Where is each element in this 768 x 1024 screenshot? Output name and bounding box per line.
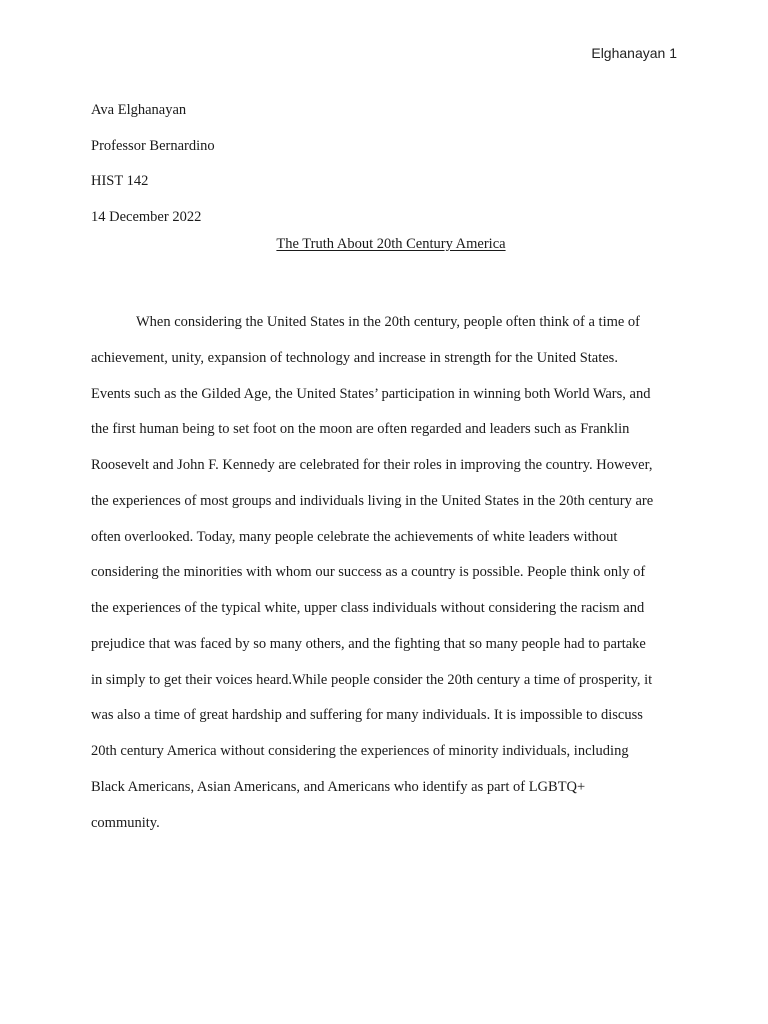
body-line: in simply to get their voices heard.While people consider the 20th century a time of prosperity, it <box>91 671 653 688</box>
body-line: considering the minorities with whom our success as a country is possible. People think only of <box>91 564 646 581</box>
running-header: Elghanayan 1 <box>591 45 677 61</box>
body-line: the experiences of most groups and individuals living in the United States in the 20th century are <box>91 492 654 509</box>
body-line: often overlooked. Today, many people celebrate the achievements of white leaders without <box>91 528 618 545</box>
body-line: Roosevelt and John F. Kennedy are celebrated for their roles in improving the country. However, <box>91 457 653 473</box>
student-name: Ava Elghanayan <box>91 102 187 118</box>
essay-date: 14 December 2022 <box>91 208 202 225</box>
body-line: was also a time of great hardship and suffering for many individuals. It is impossible to discuss <box>91 707 643 724</box>
body-line: achievement, unity, expansion of technology and increase in strength for the United States. <box>91 349 618 366</box>
essay-body <box>91 305 691 841</box>
body-line: the experiences of the typical white, upper class individuals without considering the racism and <box>91 600 645 616</box>
body-line: 20th century America without considering the experiences of minority individuals, including <box>91 743 629 759</box>
body-line: Events such as the Gilded Age, the United States’ participation in winning both World Wars, and <box>91 385 651 402</box>
body-line: When considering the United States in the 20th century, people often think of a time of <box>136 314 641 330</box>
course-code: HIST 142 <box>91 173 149 189</box>
professor-name: Professor Bernardino <box>91 137 215 154</box>
body-line: Black Americans, Asian Americans, and Americans who identify as part of LGBTQ+ <box>91 778 586 795</box>
body-line: the first human being to set foot on the moon are often regarded and leaders such as Franklin <box>91 421 630 438</box>
essay-title: The Truth About 20th Century America <box>276 236 506 252</box>
body-line: prejudice that was faced by so many others, and the fighting that so many people had to partake <box>91 635 646 652</box>
mla-heading <box>91 93 681 235</box>
body-line: community. <box>91 814 160 831</box>
